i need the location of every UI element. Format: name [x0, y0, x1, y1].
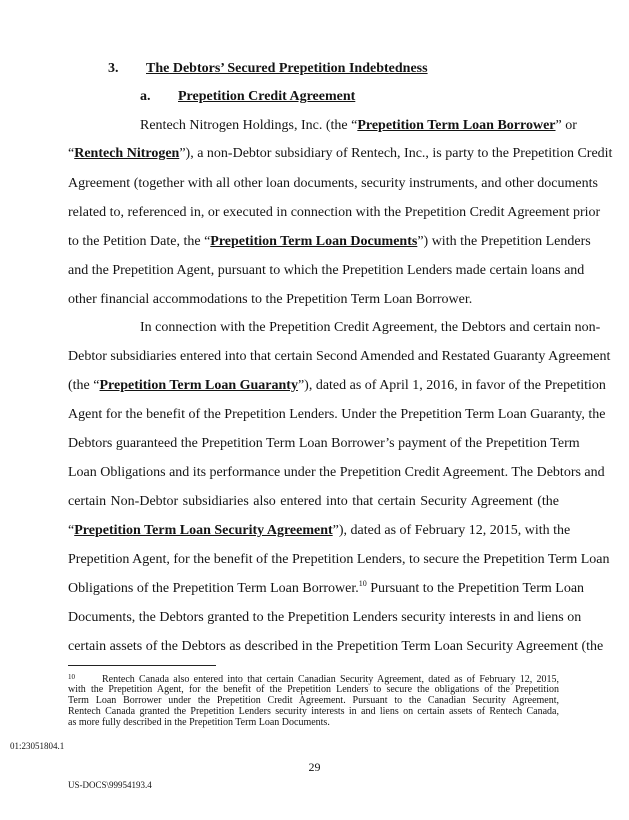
footnote-number: 10	[68, 673, 75, 681]
paragraph-1-line-7: other financial accommodations to the Prepetition Term Loan Borrower.	[68, 292, 473, 307]
paragraph-1-line-3: Agreement (together with all other loan documents, security instruments, and other documents	[68, 176, 598, 191]
footnote-reference[interactable]: 10	[358, 579, 367, 588]
paragraph-2-line-1: In connection with the Prepetition Credit Agreement, the Debtors and certain non-	[140, 320, 601, 335]
subsection-heading-a	[140, 89, 355, 105]
footnote-line-1: 10 Rentech Canada also entered into that certain Canadian Security Agreement, dated as of February 12, 2015,	[68, 673, 559, 685]
section-number: 3.	[108, 61, 119, 76]
paragraph-2-line-9: Prepetition Agent, for the benefit of the Prepetition Lenders, to secure the Prepetition Term Loan	[68, 552, 610, 567]
paragraph-2-line-4: Agent for the benefit of the Prepetition Lenders. Under the Prepetition Term Loan Guaranty, the	[68, 407, 606, 422]
defined-term: Rentech Nitrogen	[74, 146, 180, 161]
footnote-line-4: Rentech Canada granted the Prepetition Lenders security interests in and liens on certain assets of Rentech Canada,	[68, 706, 559, 717]
section-title: The Debtors’ Secured Prepetition Indebtedness	[146, 61, 428, 76]
paragraph-2-line-8: “Prepetition Term Loan Security Agreement”), dated as of February 12, 2015, with the	[68, 523, 571, 538]
document-id-bottom: US-DOCS\99954193.4	[68, 780, 152, 790]
subsection-title: Prepetition Credit Agreement	[178, 89, 356, 104]
defined-term: Prepetition Term Loan Documents	[210, 234, 418, 249]
paragraph-2-line-5: Debtors guaranteed the Prepetition Term Loan Borrower’s payment of the Prepetition Term	[68, 436, 580, 451]
footnote-separator	[68, 665, 216, 666]
defined-term: Prepetition Term Loan Borrower	[357, 118, 556, 133]
section-heading-3	[108, 61, 428, 77]
footnote-line-2: with the Prepetition Agent, for the benefit of the Prepetition Lenders to secure the obligations of the Prepetition	[68, 684, 559, 695]
paragraph-1-line-6: and the Prepetition Agent, pursuant to which the Prepetition Lenders made certain loans and	[68, 263, 585, 278]
defined-term: Prepetition Term Loan Guaranty	[99, 378, 298, 393]
paragraph-2-line-2: Debtor subsidiaries entered into that certain Second Amended and Restated Guaranty Agreement	[68, 349, 611, 364]
paragraph-2-line-7: certain Non-Debtor subsidiaries also entered into that certain Security Agreement (the	[68, 494, 559, 509]
document-id-left: 01:23051804.1	[10, 741, 65, 751]
paragraph-1-line-1: Rentech Nitrogen Holdings, Inc. (the “Prepetition Term Loan Borrower” or	[140, 118, 577, 133]
paragraph-1-line-5: to the Petition Date, the “Prepetition Term Loan Documents”) with the Prepetition Lenders	[68, 234, 591, 249]
paragraph-2-line-6: Loan Obligations and its performance under the Prepetition Credit Agreement. The Debtors and	[68, 465, 605, 480]
paragraph-2-line-10: Obligations of the Prepetition Term Loan Borrower.$^{10}$ Pursuant to the Prepetition Term Loan	[68, 579, 585, 596]
paragraph-2-line-11: Documents, the Debtors granted to the Prepetition Lenders security interests in and liens on	[68, 610, 582, 625]
subsection-letter: a.	[140, 89, 151, 104]
footnote-line-3: Term Loan Borrower under the Prepetition Credit Agreement. Pursuant to the Canadian Security Agreement,	[68, 695, 559, 706]
paragraph-1-line-2: “Rentech Nitrogen”), a non-Debtor subsidiary of Rentech, Inc., is party to the Prepetition Credit	[68, 146, 613, 161]
paragraph-2-line-3: (the “Prepetition Term Loan Guaranty”), dated as of April 1, 2016, in favor of the Prepetition	[68, 378, 606, 393]
paragraph-1-line-4: related to, referenced in, or executed in connection with the Prepetition Credit Agreement prior	[68, 205, 601, 220]
footnote-line-5: as more fully described in the Prepetition Term Loan Documents.	[68, 717, 330, 728]
paragraph-2-line-12: certain assets of the Debtors as described in the Prepetition Term Loan Security Agreement (the	[68, 639, 604, 654]
page-number: 29	[308, 760, 321, 774]
defined-term: Prepetition Term Loan Security Agreement	[74, 523, 333, 538]
